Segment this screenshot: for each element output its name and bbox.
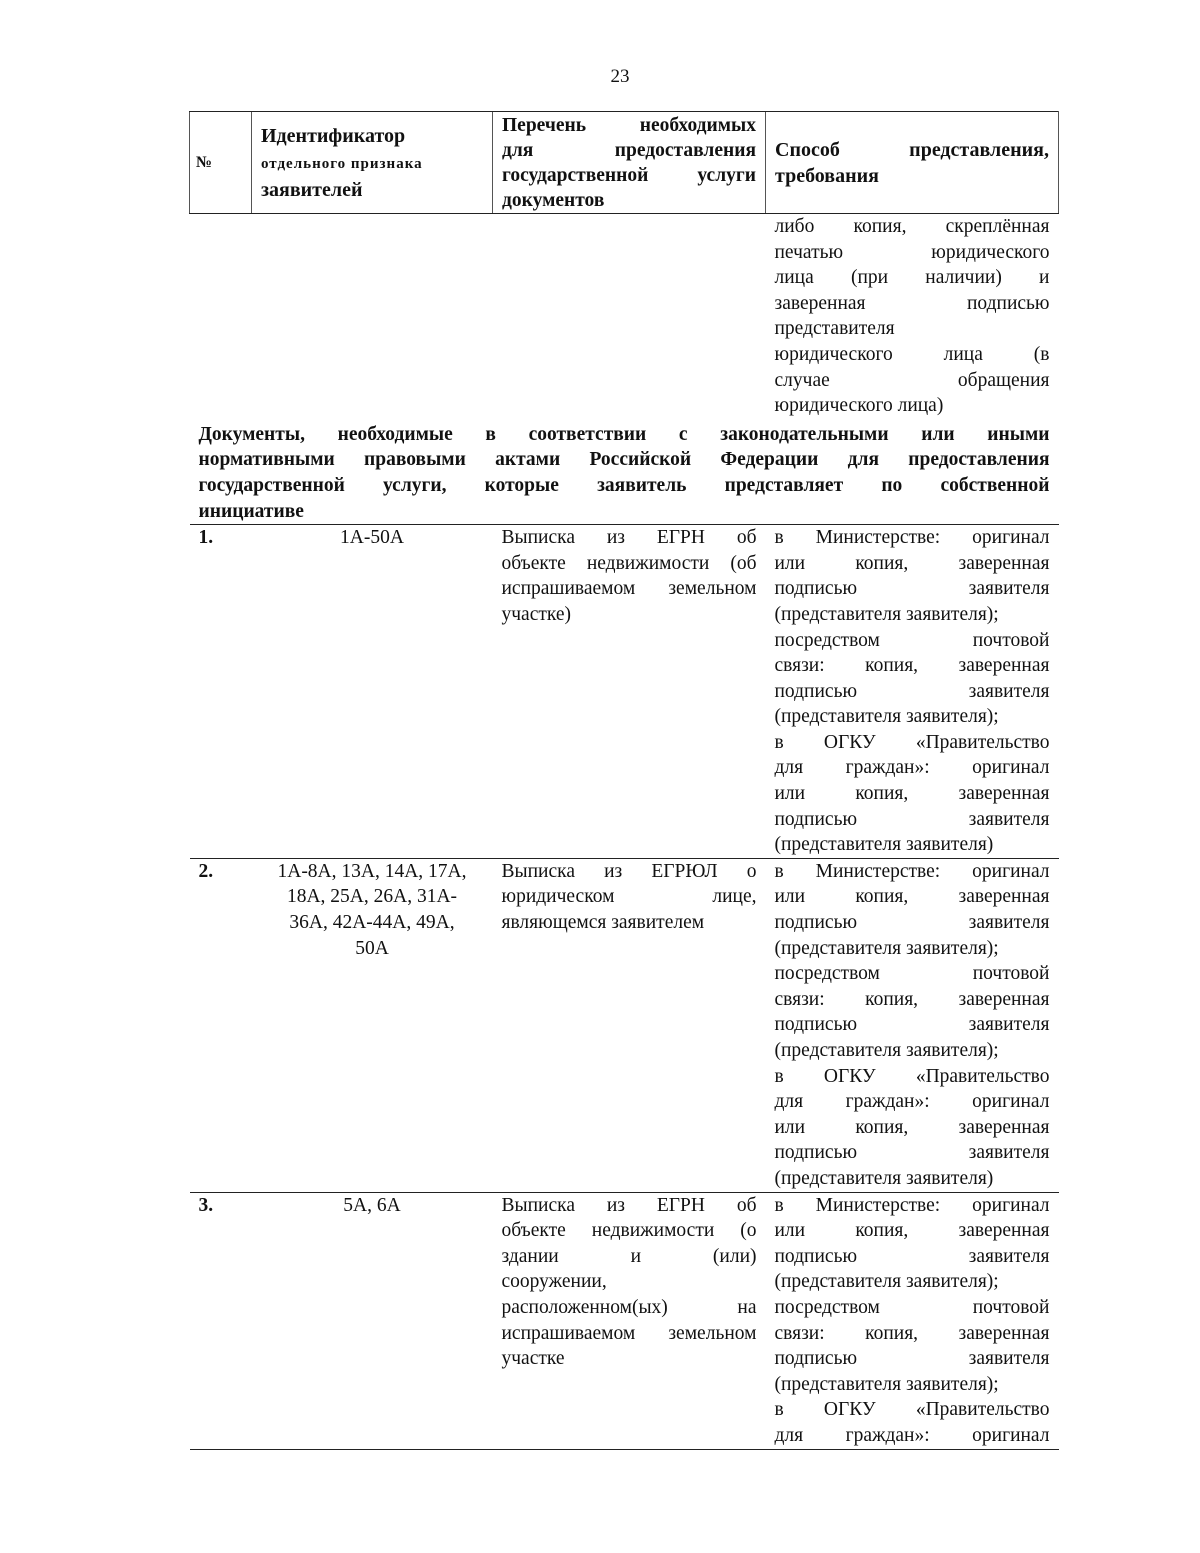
text-line: здании и (или) <box>501 1245 757 1267</box>
text-line: подписью заявителя <box>774 1245 1050 1267</box>
text-line: посредством почтовой <box>774 963 1050 985</box>
id-line: 36А, 42А-44А, 49А, <box>289 912 455 934</box>
text-line: в ОГКУ «Правительство <box>774 1065 1050 1087</box>
id-line: 1А-50А <box>340 527 404 549</box>
text-line: Выписка из ЕГРН об <box>501 1194 757 1216</box>
text-line: объекте недвижимости (об <box>501 552 757 574</box>
heading-line: государственной услуги, которые заявитель представляет по собственной <box>198 474 1050 496</box>
row-identifiers <box>252 1192 493 1449</box>
text-line: или копия, заверенная <box>774 783 1050 805</box>
text-line: связи: копия, заверенная <box>774 988 1050 1010</box>
text-line: испрашиваемом земельном <box>501 1322 757 1344</box>
row-number: 1. <box>190 525 252 859</box>
heading-line: Документы, необходимые в соответствии с законодательными или иными <box>198 423 1050 445</box>
id-line: 5А, 6А <box>343 1194 401 1216</box>
documents-table <box>189 111 1059 1450</box>
text-line: (представителя заявителя) <box>774 1167 994 1189</box>
text-line: (представителя заявителя); <box>774 1271 999 1293</box>
text-line: подписью заявителя <box>774 808 1050 830</box>
text-line: являющемся заявителем <box>501 912 705 934</box>
text-line: для граждан»: оригинал <box>774 1091 1050 1113</box>
row-documents <box>493 1192 766 1449</box>
header-identifier <box>252 112 493 214</box>
header-docs-line: государственной услуги <box>502 165 756 186</box>
row-method <box>766 1192 1059 1449</box>
text-line: в Министерстве: оригинал <box>774 527 1050 549</box>
row-identifiers <box>252 858 493 1192</box>
text-line: подписью заявителя <box>774 578 1050 600</box>
text-line: представителя <box>774 318 895 340</box>
row-method <box>766 525 1059 859</box>
text-line: в Министерстве: оригинал <box>774 1194 1050 1216</box>
text-line: расположенном(ых) на <box>501 1296 757 1318</box>
continuation-row <box>190 214 1059 419</box>
text-line: (представителя заявителя) <box>774 834 994 856</box>
text-line: подписью заявителя <box>774 680 1050 702</box>
id-line: 1А-8А, 13А, 14А, 17А, <box>277 860 467 882</box>
text-line: Выписка из ЕГРН об <box>501 527 757 549</box>
header-method-line: требования <box>775 164 879 187</box>
id-line: 18А, 25А, 26А, 31А- <box>286 886 458 908</box>
text-line: подписью заявителя <box>774 1014 1050 1036</box>
text-line: юридическом лице, <box>501 886 757 908</box>
text-line: или копия, заверенная <box>774 886 1050 908</box>
row-number: 2. <box>190 858 252 1192</box>
text-line: или копия, заверенная <box>774 1220 1050 1242</box>
text-line: связи: копия, заверенная <box>774 1322 1050 1344</box>
text-line: или копия, заверенная <box>774 552 1050 574</box>
row-method <box>766 858 1059 1192</box>
text-line: Выписка из ЕГРЮЛ о <box>501 860 757 882</box>
text-line: лица (при наличии) и <box>774 267 1050 289</box>
row-identifiers <box>252 525 493 859</box>
text-line: юридического лица) <box>774 395 944 417</box>
heading-line: нормативными правовыми актами Российской Федерации для предоставления <box>198 449 1050 471</box>
row-number: 3. <box>190 1192 252 1449</box>
continuation-method <box>766 214 1059 419</box>
header-method-line: Способ представления, <box>775 138 1049 161</box>
text-line: объекте недвижимости (о <box>501 1220 757 1242</box>
text-line: сооружении, <box>501 1271 607 1293</box>
row-documents <box>493 858 766 1192</box>
text-line: (представителя заявителя); <box>774 937 999 959</box>
table-header-row <box>190 112 1059 214</box>
text-line: случае обращения <box>774 369 1050 391</box>
text-line: для граждан»: оригинал <box>774 1424 1050 1446</box>
text-line: или копия, заверенная <box>774 1116 1050 1138</box>
text-line: подписью заявителя <box>774 1142 1050 1164</box>
text-line: либо копия, скреплённая <box>774 216 1050 237</box>
header-identifier-line3: заявителей <box>261 178 363 201</box>
section-heading <box>190 419 1059 525</box>
text-line: участке) <box>501 603 572 625</box>
text-line: испрашиваемом земельном <box>501 578 757 600</box>
page-number: 23 <box>610 66 630 87</box>
header-docs-line: документов <box>502 190 605 211</box>
text-line: в Министерстве: оригинал <box>774 860 1050 882</box>
section-heading-row <box>190 419 1059 525</box>
id-line: 50А <box>355 937 389 959</box>
text-line: (представителя заявителя); <box>774 1040 999 1061</box>
text-line: (представителя заявителя); <box>774 603 999 625</box>
text-line: для граждан»: оригинал <box>774 757 1050 779</box>
header-documents <box>493 112 766 214</box>
header-number: № <box>190 112 252 214</box>
text-line: посредством почтовой <box>774 1296 1050 1318</box>
text-line: (представителя заявителя); <box>774 706 999 728</box>
text-line: подписью заявителя <box>774 912 1050 934</box>
header-identifier-line1: Идентификатор <box>261 125 406 147</box>
text-line: связи: копия, заверенная <box>774 655 1050 677</box>
text-line: участке <box>501 1348 565 1370</box>
table-row <box>190 525 1059 859</box>
text-line: в ОГКУ «Правительство <box>774 731 1050 753</box>
text-line: подписью заявителя <box>774 1348 1050 1370</box>
header-docs-line: для предоставления <box>502 140 756 161</box>
text-line: заверенная подписью <box>774 292 1050 314</box>
text-line: посредством почтовой <box>774 629 1050 651</box>
header-docs-line: Перечень необходимых <box>502 115 756 136</box>
header-method <box>766 112 1059 214</box>
table-row <box>190 1192 1059 1449</box>
text-line: юридического лица (в <box>774 343 1050 365</box>
heading-line: инициативе <box>198 500 304 522</box>
text-line: в ОГКУ «Правительство <box>774 1399 1050 1421</box>
text-line: (представителя заявителя); <box>774 1373 999 1395</box>
text-line: печатью юридического <box>774 241 1050 263</box>
table-row <box>190 858 1059 1192</box>
header-identifier-line2: отдельного признака <box>261 155 423 172</box>
row-documents <box>493 525 766 859</box>
